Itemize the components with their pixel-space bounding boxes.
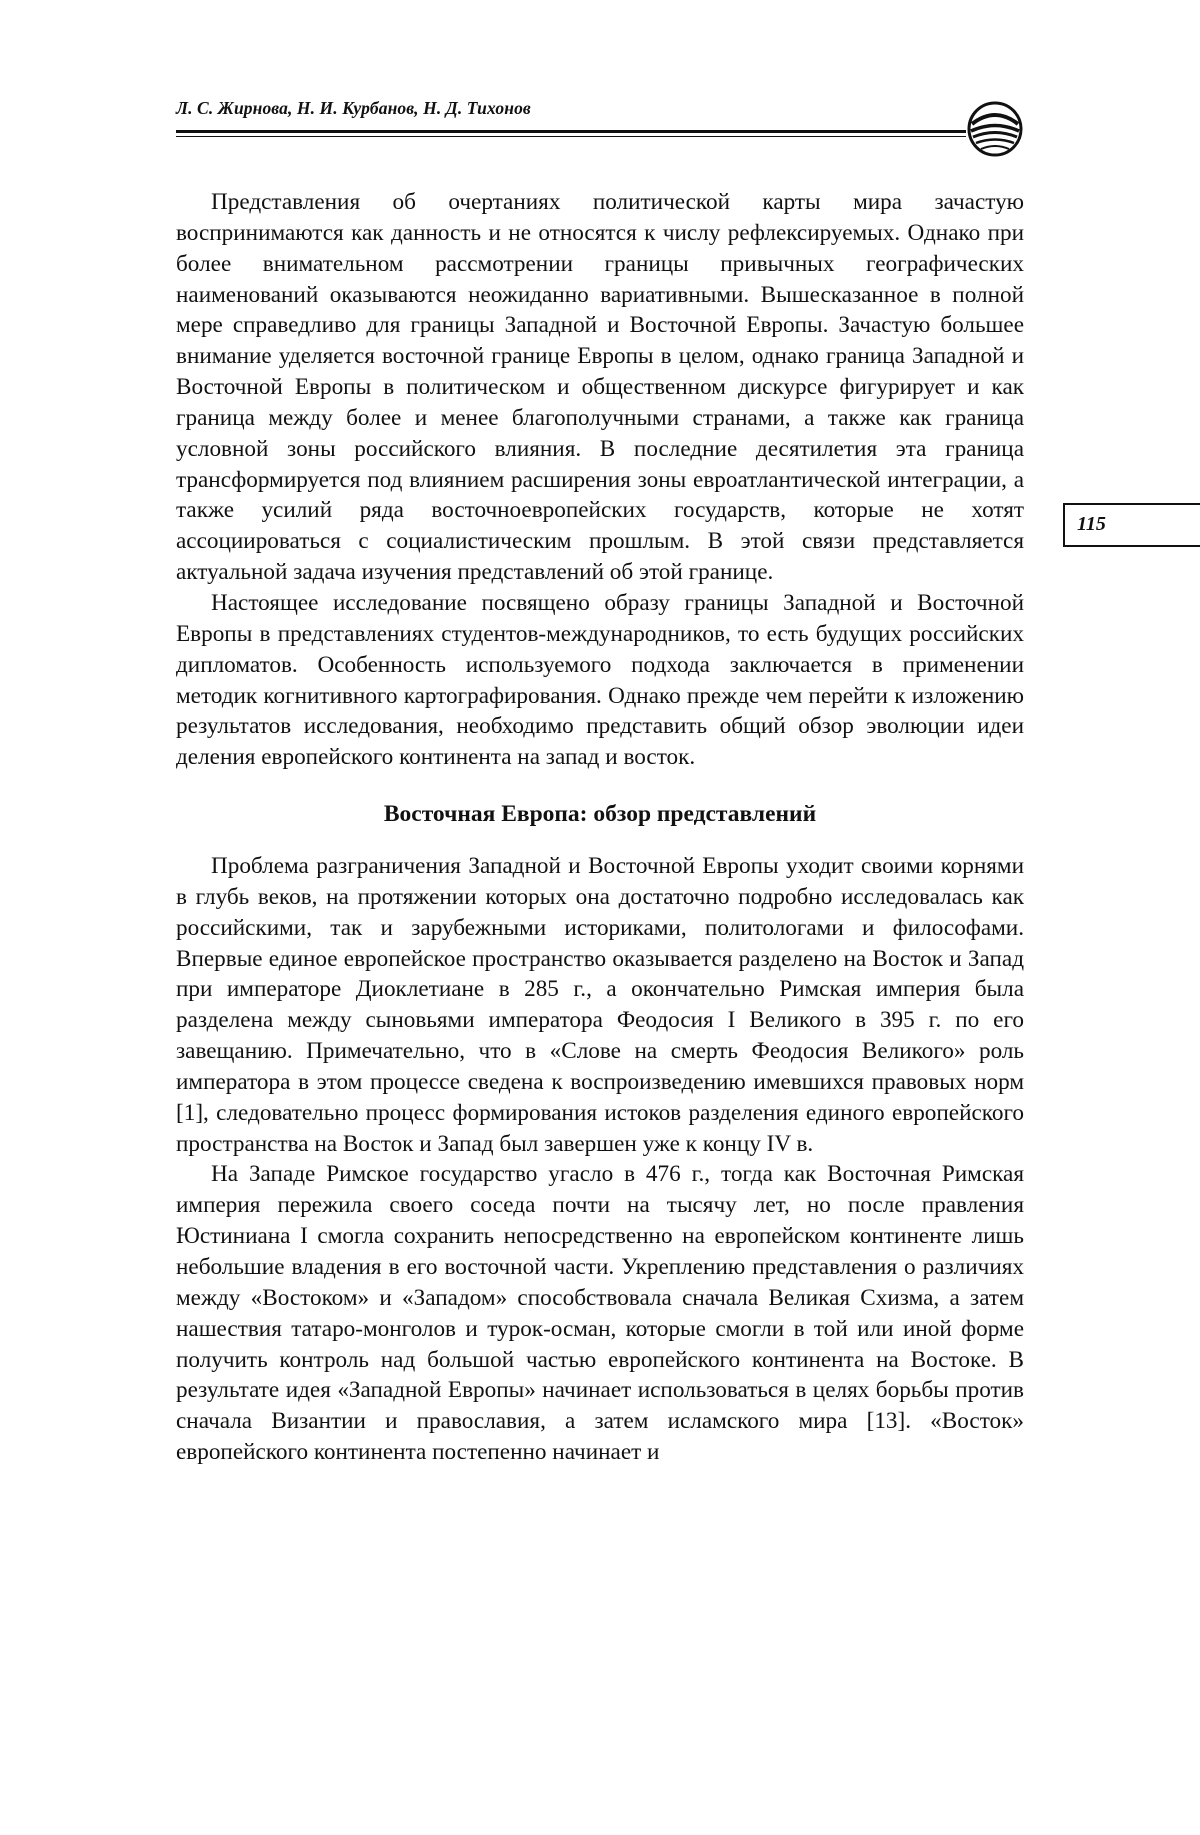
- header-rule-thin: [176, 136, 966, 137]
- publisher-logo-icon: [966, 100, 1024, 158]
- paragraph: Настоящее исследование посвящено образу границы Западной и Восточной Европы в представлениях студентов-международников, то есть будущих российских дипломатов. Особенность используемого подхода заключается в применении методик когнитивного картографирования. Однако прежде чем перейти к изложению результатов исследования, необходимо представить общий обзор эволюции идеи деления европейского континента на запад и восток.: [176, 589, 1024, 771]
- article-body: [176, 187, 1024, 1468]
- paragraph: На Западе Римское государство угасло в 476 г., тогда как Восточная Римская империя пережила своего соседа почти на тысячу лет, но после правления Юстиниана I смогла сохранить непосредственно на европейском континенте лишь небольшие владения в его восточной части. Укреплению представления о различиях между «Востоком» и «Западом» способствовала сначала Великая Схизма, а затем нашествия татаро-монголов и турок-осман, которые смогли в той или иной форме получить контроль над большой частью европейского континента на Востоке. В результате идея «Западной Европы» начинает использоваться в целях борьбы против сначала Византии и православия, а затем исламского мира [13]. «Восток» европейского континента постепенно начинает и: [176, 1161, 1024, 1466]
- page-number: 115: [1077, 513, 1106, 535]
- section-heading: Восточная Европа: обзор представлений: [383, 801, 817, 828]
- paragraph: Представления об очертаниях политической карты мира зачастую воспринимаются как данность и не относятся к числу рефлексируемых. Однако при более внимательном рассмотрении границы привычных географических наименований оказываются неожиданно вариативными. Вышесказанное в полной мере справедливо для границы Западной и Восточной Европы. Зачастую большее внимание уделяется восточной границе Европы в целом, однако граница Западной и Восточной Европы в политическом и общественном дискурсе фигурирует и как граница между более и менее благополучными странами, а также как граница условной зоны российского влияния. В последние десятилетия эта граница трансформируется под влиянием расширения зоны евроатлантической интеграции, а также усилий ряда восточноевропейских государств, которые не хотят ассоциироваться с социалистическим прошлым. В этой связи представляется актуальной задача изучения представлений об этой границе.: [176, 189, 1024, 586]
- header-rule-thick: [176, 130, 966, 133]
- paragraph: Проблема разграничения Западной и Восточной Европы уходит своими корнями в глубь веков, на протяжении которых она достаточно подробно исследовалась как российскими, так и зарубежными историками, политологами и философами. Впервые единое европейское пространство оказывается разделено на Восток и Запад при императоре Диоклетиане в 285 г., а окончательно Римская империя была разделена между сыновьями императора Феодосия I Великого в 395 г. по его завещанию. Примечательно, что в «Слове на смерть Феодосия Великого» роль императора в этом процессе сведена к воспроизведению имевшихся правовых норм [1], следовательно процесс формирования истоков разделения единого европейского пространства на Восток и Запад был завершен уже к концу IV в.: [176, 853, 1024, 1157]
- running-header-authors: Л. С. Жирнова, Н. И. Курбанов, Н. Д. Тихонов: [176, 98, 531, 118]
